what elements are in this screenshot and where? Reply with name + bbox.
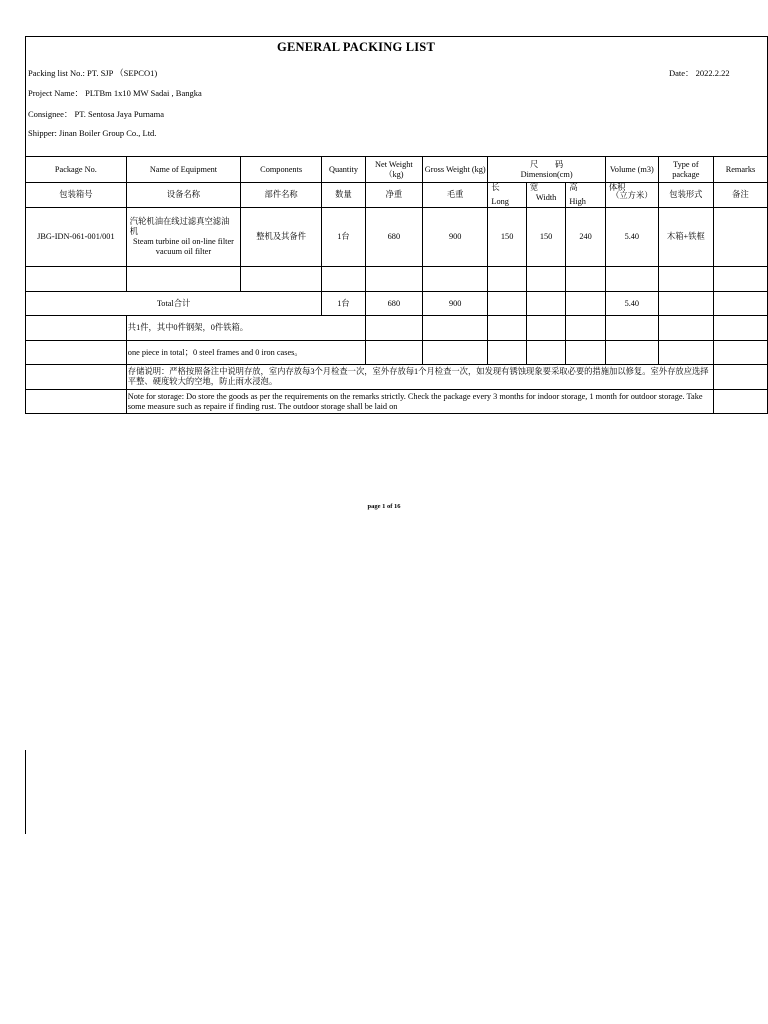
header-net-weight: Net Weight（kg) [365, 157, 422, 183]
cell-type-of-package: 木箱+铁框 [658, 208, 713, 267]
header-package-no: Package No. [26, 157, 127, 183]
header-type-of-package: Type of package [658, 157, 713, 183]
header-components-zh: 部件名称 [241, 183, 322, 208]
project-name: Project Name： PLTBm 1x10 MW Sadai , Bangka [28, 88, 202, 98]
header-gross-weight-zh: 毛重 [422, 183, 487, 208]
header-volume-unit: （立方米） [611, 191, 653, 200]
header-net-weight-zh: 净重 [365, 183, 422, 208]
document-title: GENERAL PACKING LIST [277, 40, 435, 54]
storage-note-en-row [26, 390, 768, 414]
cell-gross-weight: 900 [422, 208, 487, 267]
cell-components: 整机及其备件 [241, 208, 322, 267]
table-row [26, 208, 768, 267]
header-gross-weight: Gross Weight (kg) [422, 157, 487, 183]
storage-note-zh: 存储说明：严格按照备注中说明存放，室内存放每3个月检查一次，室外存放每1个月检查一次，如发现有锈蚀现象要采取必要的措施加以修复。室外存放应选择平整、硬度较大的空地，防止雨水浸泡。 [126, 365, 713, 390]
total-row [26, 292, 768, 316]
cell-quantity: 1台 [322, 208, 366, 267]
header-quantity: Quantity [322, 157, 366, 183]
header-type-of-package-zh: 包装形式 [658, 183, 713, 208]
header-width-en: Width [535, 193, 557, 202]
total-label: Total合计 [26, 292, 322, 316]
margin-line [25, 750, 26, 834]
header-remarks: Remarks [713, 157, 767, 183]
header-long-zh: 长 [491, 183, 500, 192]
document-date: Date： 2022.2.22 [669, 68, 730, 78]
header-long-en: Long [491, 197, 509, 206]
shipper: Shipper: Jinan Boiler Group Co., Ltd. [28, 128, 157, 138]
total-net-weight: 680 [365, 292, 422, 316]
total-gross-weight: 900 [422, 292, 487, 316]
header-row-zh [26, 183, 768, 208]
summary-zh: 共1件，其中0件钢架，0件铁箱。 [126, 316, 365, 341]
header-row-en [26, 157, 768, 183]
summary-en: one piece in total；0 steel frames and 0 iron cases。 [126, 341, 365, 365]
page-number: page 1 of 16 [367, 503, 401, 510]
total-volume: 5.40 [605, 292, 658, 316]
header-high-zh: 高 [569, 183, 578, 192]
consignee: Consignee： PT. Sentosa Jaya Purnama [28, 109, 165, 119]
cell-equipment [126, 208, 240, 267]
cell-high: 240 [566, 208, 605, 267]
header-high-en: High [569, 197, 586, 206]
header-dimension [488, 157, 605, 183]
header-section [25, 36, 768, 157]
header-equipment-zh: 设备名称 [126, 183, 240, 208]
cell-long: 150 [488, 208, 526, 267]
header-high [566, 183, 605, 208]
empty-row [26, 267, 768, 292]
summary-en-row [26, 341, 768, 365]
header-dimension-en: Dimension(cm) [520, 169, 573, 179]
packing-list-no: Packing list No.: PT. SJP （SEPCO1) [28, 68, 158, 78]
storage-note-en: Note for storage: Do store the goods as per the requirements on the remarks strictly. Check the package every 3 months for indoor storage, 1 month for outdoor storage. Take some measure such as repaire if finding rust. The outdoor storage shall be laid on [126, 390, 713, 414]
packing-table [25, 156, 768, 414]
packing-list-sheet [25, 36, 768, 416]
header-long [488, 183, 526, 208]
total-quantity: 1台 [322, 292, 366, 316]
header-package-no-zh: 包装箱号 [26, 183, 127, 208]
storage-note-zh-row [26, 365, 768, 390]
header-volume-zh [605, 183, 658, 208]
header-volume: Volume (m3) [605, 157, 658, 183]
cell-equipment-zh: 汽轮机油在线过滤真空滤油机 [129, 217, 230, 236]
cell-remarks [713, 208, 767, 267]
summary-zh-row [26, 316, 768, 341]
cell-net-weight: 680 [365, 208, 422, 267]
header-width [526, 183, 565, 208]
header-equipment: Name of Equipment [126, 157, 240, 183]
cell-volume: 5.40 [605, 208, 658, 267]
header-volume-zh-label: 体积 [608, 183, 626, 192]
cell-width: 150 [526, 208, 565, 267]
header-dimension-zh: 尺 码 [530, 159, 564, 169]
header-width-zh: 宽 [529, 183, 539, 192]
header-quantity-zh: 数量 [322, 183, 366, 208]
header-remarks-zh: 备注 [713, 183, 767, 208]
cell-package-no: JBG-IDN-061-001/001 [26, 208, 127, 267]
cell-equipment-en: Steam turbine oil on-line filter vacuum oil filter [132, 237, 234, 256]
header-components: Components [241, 157, 322, 183]
